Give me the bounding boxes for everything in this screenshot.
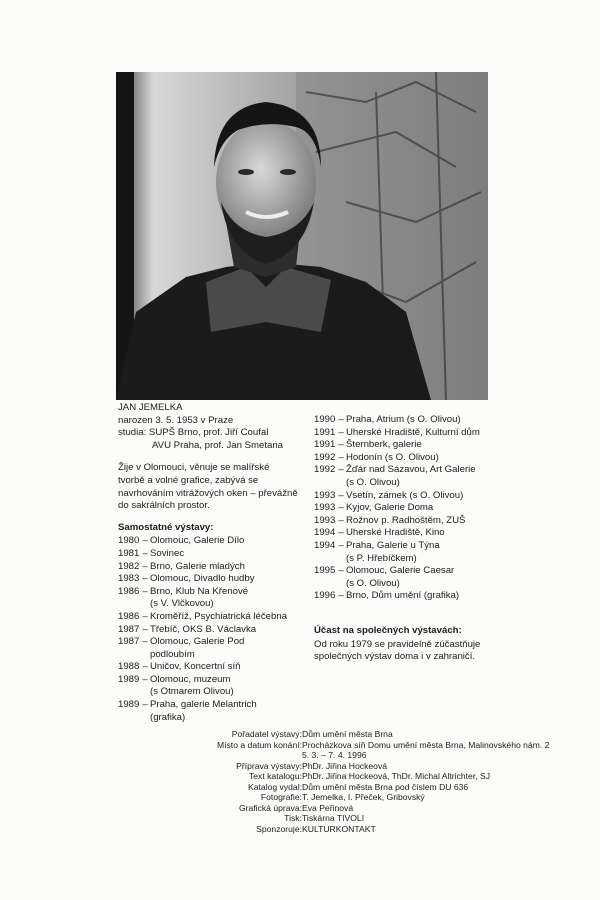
exhibition-place: Šternberk, galerie <box>346 439 422 451</box>
about-line: tvorbě a volné grafice, zabývá se <box>118 474 259 486</box>
credit-line <box>0 729 600 740</box>
right-column <box>314 414 498 664</box>
exhibition-place: Praha, Galerie u Týna <box>346 539 440 551</box>
credits-block <box>0 729 600 834</box>
exhibition-year: 1981 <box>118 547 140 559</box>
solo-heading: Samostatné výstavy: <box>118 521 214 533</box>
exhibition-place: Praha, galerie Melantrich <box>150 699 257 711</box>
dash-separator: – <box>338 565 344 577</box>
dash-separator: – <box>142 636 148 648</box>
exhibition-year: 1995 <box>314 565 336 577</box>
exhibition-year: 1988 <box>118 661 140 673</box>
exhibition-item <box>314 452 498 465</box>
exhibition-row <box>118 586 310 599</box>
studies-line-1: studia: SUPŠ Brno, prof. Jiří Coufal <box>118 427 269 439</box>
exhibition-place: Hodonín (s O. Olivou) <box>346 451 439 463</box>
credit-value: Tiskárna TIVOLI <box>302 813 365 823</box>
credit-line <box>0 740 600 751</box>
exhibition-year: 1980 <box>118 535 140 547</box>
solo-list-right <box>314 414 498 603</box>
exhibition-item <box>118 586 310 611</box>
exhibition-row <box>118 674 310 687</box>
credit-label: Text katalogu: <box>248 771 302 781</box>
dash-separator: – <box>338 414 344 425</box>
exhibition-row <box>118 535 310 548</box>
exhibition-place: Brno, Klub Na Křenové <box>150 585 249 597</box>
exhibition-row <box>118 548 310 561</box>
group-heading: Účast na společných výstavách: <box>314 624 462 636</box>
exhibition-item <box>118 573 310 586</box>
credit-line <box>0 792 600 803</box>
about-paragraph <box>118 462 310 512</box>
credit-label: Sponzoruje: <box>256 823 302 834</box>
birth-info: narozen 3. 5. 1953 v Praze <box>118 414 234 426</box>
exhibition-year: 1993 <box>314 514 336 526</box>
exhibition-row <box>314 565 498 578</box>
exhibition-note: (grafika) <box>150 711 186 723</box>
credit-label: Grafická úprava: <box>238 802 302 813</box>
exhibition-year: 1982 <box>118 560 140 572</box>
exhibition-row <box>118 636 310 649</box>
dash-separator: – <box>338 451 344 463</box>
credit-label: Fotografie: <box>260 792 302 802</box>
dash-separator: – <box>142 623 148 635</box>
exhibition-item <box>314 414 498 427</box>
exhibition-year: 1994 <box>314 539 336 551</box>
dash-separator: – <box>142 610 148 622</box>
exhibition-row <box>118 661 310 674</box>
exhibition-item <box>118 548 310 561</box>
exhibition-place: Třebíč, OKS B. Václavka <box>150 623 257 635</box>
exhibition-place: Olomouc, Galerie Caesar <box>346 565 455 577</box>
exhibition-year: 1991 <box>314 426 336 438</box>
credit-value: Dům umění města Brna pod číslem DU 636 <box>302 781 469 792</box>
exhibition-row <box>314 414 498 427</box>
exhibition-year: 1986 <box>118 610 140 622</box>
credit-label: Katalog vydal: <box>248 781 302 792</box>
exhibition-year: 1986 <box>118 585 140 597</box>
exhibition-place: Sovinec <box>150 547 185 559</box>
exhibition-place: Kroměříž, Psychiatrická léčebna <box>150 610 288 622</box>
exhibition-row <box>314 540 498 553</box>
exhibition-item <box>314 464 498 489</box>
exhibition-year: 1992 <box>314 451 336 463</box>
exhibition-item <box>118 636 310 661</box>
exhibition-item <box>314 590 498 603</box>
exhibition-note: (s O. Olivou) <box>346 476 400 488</box>
exhibition-note: (s O. Olivou) <box>346 577 400 589</box>
dash-separator: – <box>338 502 344 514</box>
dash-separator: – <box>142 585 148 597</box>
exhibition-row <box>118 624 310 637</box>
exhibition-item <box>118 674 310 699</box>
exhibition-year: 1996 <box>314 590 336 602</box>
credit-value: PhDr. Jiřina Hockeová, ThDr. Michal Altrichter, SJ <box>302 771 491 781</box>
exhibition-year: 1991 <box>314 439 336 451</box>
group-text-1: Od roku 1979 se pravidelně zúčastňuje <box>314 638 481 650</box>
exhibition-row <box>314 502 498 515</box>
exhibition-year: 1990 <box>314 414 336 425</box>
studies-line-2: AVU Praha, prof. Jan Smetana <box>152 439 284 451</box>
exhibition-place: Vsetín, zámek (s O. Olivou) <box>346 489 464 501</box>
credit-value: KULTURKONTAKT <box>302 823 376 834</box>
dash-separator: – <box>338 539 344 551</box>
exhibition-note: (s Otmarem Olivou) <box>150 686 234 698</box>
credit-label: Místo a datum konání: <box>216 739 302 750</box>
exhibition-row <box>118 699 310 712</box>
dash-separator: – <box>338 439 344 451</box>
about-line: do sakrálních prostor. <box>118 500 210 512</box>
credit-line <box>0 803 600 814</box>
group-text-2: společných výstav doma i v zahraničí. <box>314 651 476 663</box>
exhibition-row <box>314 464 498 477</box>
credit-value: PhDr. Jiřina Hockeová <box>302 760 388 771</box>
exhibition-place: Uničov, Koncertní síň <box>150 661 241 673</box>
credit-label: Příprava výstavy: <box>236 760 302 771</box>
exhibition-place: Uherské Hradiště, Kino <box>346 527 445 539</box>
dash-separator: – <box>142 573 148 585</box>
dash-separator: – <box>338 527 344 539</box>
exhibition-place: Olomouc, muzeum <box>150 673 231 685</box>
exhibition-year: 1987 <box>118 623 140 635</box>
exhibition-item <box>118 661 310 674</box>
exhibition-note: podloubím <box>150 648 195 660</box>
credit-value: 5. 3. – 7. 4. 1996 <box>302 750 367 760</box>
dash-separator: – <box>338 489 344 501</box>
exhibition-item <box>314 502 498 515</box>
credit-line <box>0 761 600 772</box>
exhibition-year: 1989 <box>118 673 140 685</box>
exhibition-row <box>314 452 498 465</box>
exhibition-place: Rožnov p. Radhoštěm, ZUŠ <box>346 514 466 526</box>
credit-line <box>0 750 600 761</box>
dash-separator: – <box>142 560 148 572</box>
exhibition-item <box>314 490 498 503</box>
dash-separator: – <box>338 514 344 526</box>
exhibition-item <box>118 624 310 637</box>
exhibition-row <box>118 611 310 624</box>
exhibition-place: Uherské Hradiště, Kulturní dům <box>346 426 480 438</box>
exhibition-year: 1992 <box>314 464 336 476</box>
solo-list-left <box>118 535 310 724</box>
exhibition-year: 1987 <box>118 636 140 648</box>
exhibition-item <box>118 561 310 574</box>
credit-line <box>0 771 600 782</box>
credit-line <box>0 813 600 824</box>
exhibition-row <box>118 561 310 574</box>
exhibition-row <box>118 573 310 586</box>
dash-separator: – <box>338 464 344 476</box>
exhibition-item <box>118 535 310 548</box>
exhibition-row <box>314 439 498 452</box>
dash-separator: – <box>142 661 148 673</box>
credit-line <box>0 824 600 835</box>
portrait-photo-icon <box>116 72 488 400</box>
about-line: navrhováním vitrážových oken – převážně <box>118 487 298 499</box>
exhibition-place: Kyjov, Galerie Doma <box>346 502 434 514</box>
exhibition-year: 1993 <box>314 502 336 514</box>
exhibition-place: Olomouc, Galerie Dílo <box>150 535 245 547</box>
exhibition-place: Olomouc, Galerie Pod <box>150 636 245 648</box>
exhibition-place: Praha, Atrium (s O. Olivou) <box>346 414 461 425</box>
exhibition-item <box>118 699 310 724</box>
exhibition-year: 1993 <box>314 489 336 501</box>
dash-separator: – <box>142 699 148 711</box>
exhibition-note: (s V. Vlčkovou) <box>150 598 214 610</box>
artist-name: JAN JEMELKA <box>118 402 183 413</box>
dash-separator: – <box>142 673 148 685</box>
exhibition-place: Olomouc, Divadlo hudby <box>150 573 255 585</box>
dash-separator: – <box>338 590 344 602</box>
credit-value: Procházkova síň Domu umění města Brna, Malinovského nám. 2 <box>302 739 550 750</box>
exhibition-place: Brno, Galerie mladých <box>150 560 245 572</box>
dash-separator: – <box>338 426 344 438</box>
about-line: Žije v Olomouci, věnuje se malířské <box>118 462 270 474</box>
exhibition-place: Brno, Dům umění (grafika) <box>346 590 460 602</box>
exhibition-year: 1994 <box>314 527 336 539</box>
credit-label: Tisk: <box>284 813 302 823</box>
exhibition-year: 1989 <box>118 699 140 711</box>
exhibition-row <box>314 490 498 503</box>
exhibition-place: Žďár nad Sázavou, Art Galerie <box>346 464 476 476</box>
exhibition-year: 1983 <box>118 573 140 585</box>
credit-value: T. Jemelka, I. Přeček, Gribovský <box>302 792 425 802</box>
exhibition-item <box>314 515 498 528</box>
credit-value: Eva Peřinová <box>302 802 354 813</box>
exhibition-item <box>314 439 498 452</box>
exhibition-item <box>118 611 310 624</box>
exhibition-item <box>314 527 498 540</box>
dash-separator: – <box>142 535 148 547</box>
credit-label: Pořadatel výstavy: <box>231 729 302 739</box>
portrait-photo <box>116 72 488 400</box>
credit-line <box>0 782 600 793</box>
exhibition-item <box>314 565 498 590</box>
exhibition-item <box>314 427 498 440</box>
exhibition-note: (s P. Hřebíčkem) <box>346 552 417 564</box>
left-column <box>118 402 310 724</box>
exhibition-row <box>314 590 498 603</box>
credit-value: Dům umění města Brna <box>302 729 393 739</box>
exhibition-item <box>314 540 498 565</box>
dash-separator: – <box>142 547 148 559</box>
exhibition-row <box>314 427 498 440</box>
exhibition-row <box>314 527 498 540</box>
exhibition-row <box>314 515 498 528</box>
